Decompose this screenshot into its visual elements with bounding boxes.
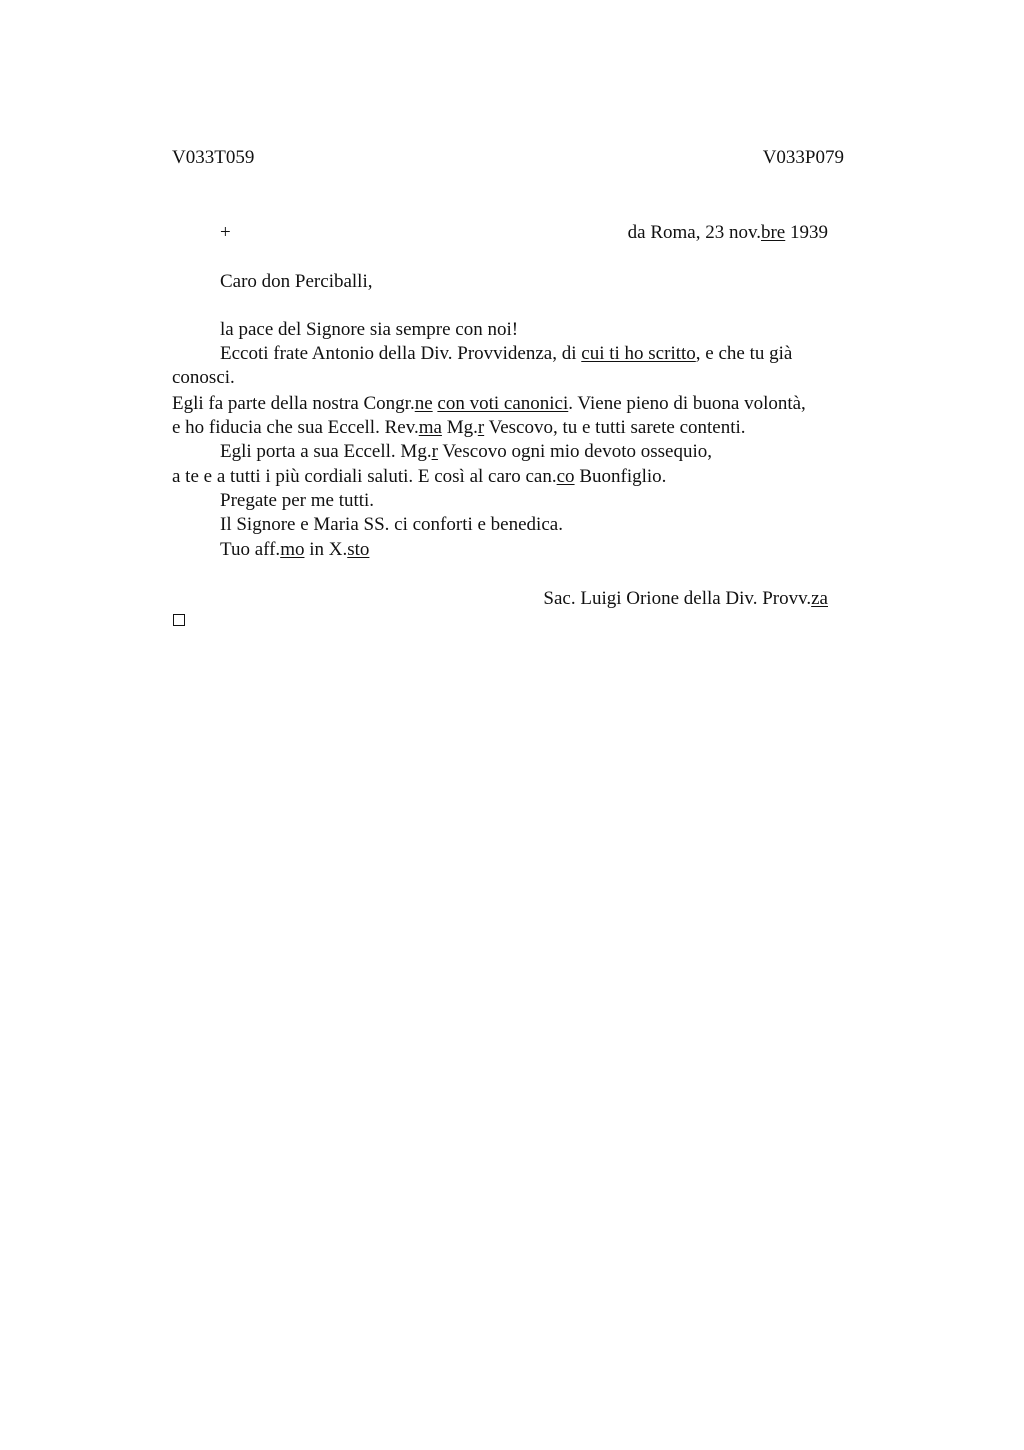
underlined-text: r <box>431 441 438 462</box>
header-right-code: V033P079 <box>762 147 844 168</box>
closing-line <box>220 538 369 562</box>
underlined-text: ne <box>414 393 433 414</box>
underlined-text: cui ti ho scritto <box>581 343 696 364</box>
date-prefix: da Roma, 23 nov. <box>627 222 761 243</box>
signature <box>543 587 828 611</box>
body-text: Egli fa parte della nostra Congr. <box>172 393 415 414</box>
body-text: Mg. <box>441 417 478 438</box>
signature-text: Sac. Luigi Orione della Div. Provv. <box>543 588 812 609</box>
body-text: Vescovo ogni mio devoto ossequio, <box>437 441 712 462</box>
body-line-3: conosci. <box>172 367 235 388</box>
cross-mark: + <box>220 222 231 243</box>
body-text: Eccoti frate Antonio della Div. Provvidenza, di <box>220 343 582 364</box>
date-abbrev: bre <box>760 222 786 243</box>
body-line-7 <box>172 465 666 489</box>
body-text: e ho fiducia che sua Eccell. Rev. <box>172 417 419 438</box>
underlined-text: sto <box>347 539 370 560</box>
body-line-4 <box>172 392 806 416</box>
underlined-text: r <box>477 417 485 438</box>
body-line-8: Pregate per me tutti. <box>220 490 375 511</box>
underlined-text: ma <box>418 417 442 438</box>
underlined-text: co <box>556 466 575 487</box>
underlined-text: mo <box>280 539 305 560</box>
salutation: Caro don Perciballi, <box>220 271 373 292</box>
body-text: . Viene pieno di buona volontà, <box>568 393 806 414</box>
body-line-9: Il Signore e Maria SS. ci conforti e benedica. <box>220 514 563 535</box>
header-left-code: V033T059 <box>172 147 255 168</box>
body-line-5 <box>172 416 746 440</box>
body-text: a te e a tutti i più cordiali saluti. E così al caro can. <box>172 466 557 487</box>
body-text: Vescovo, tu e tutti sarete contenti. <box>484 417 746 438</box>
body-text: , e che tu già <box>695 343 793 364</box>
body-line-6 <box>220 440 712 464</box>
date-year: 1939 <box>785 222 828 243</box>
body-line-1: la pace del Signore sia sempre con noi! <box>220 319 519 340</box>
letter-date <box>628 221 828 245</box>
body-text: in X. <box>304 539 348 560</box>
body-line-2 <box>220 342 792 366</box>
body-text: Tuo aff. <box>220 539 281 560</box>
checkbox-square-icon <box>173 614 185 626</box>
underlined-text: za <box>811 588 828 609</box>
body-text: Buonfiglio. <box>574 466 667 487</box>
underlined-text: con voti canonici <box>437 393 569 414</box>
body-text: Egli porta a sua Eccell. Mg. <box>220 441 432 462</box>
